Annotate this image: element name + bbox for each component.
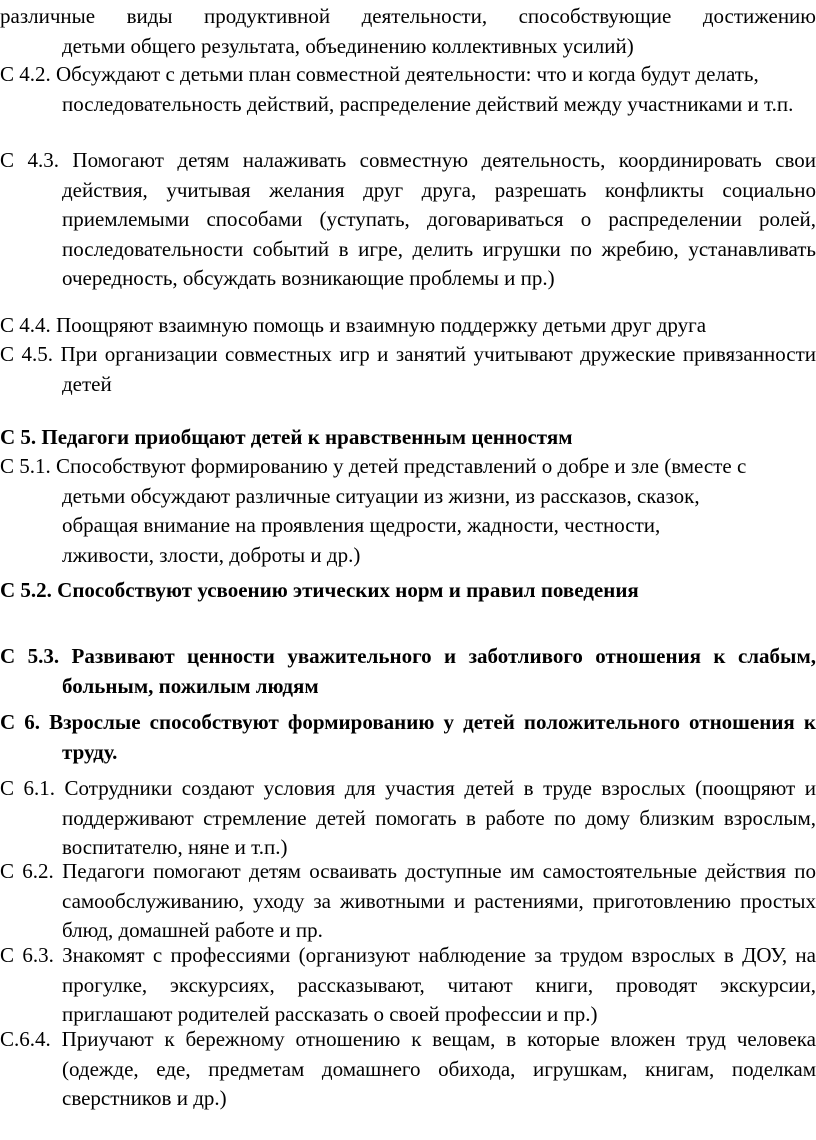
section-heading-c6: С 6. Взрослые способствуют формированию у детей положительного отношения к труду.	[0, 710, 816, 764]
item-c4-2: С 4.2. Обсуждают с детьми план совместной деятельности: что и когда будут делать, последовательность действий, распределение действий между участниками и т.п.	[0, 62, 794, 116]
item-c6-3: С 6.3. Знакомят с профессиями (организуют наблюдение за трудом взрослых в ДОУ, на прогулке, экскурсиях, рассказывают, читают книги, проводят экскурсии, приглашают родителей рассказать о своей профессии и пр.)	[0, 943, 816, 1026]
paragraph-line: различные виды продуктивной деятельности, способствующие достижению	[0, 4, 816, 28]
item-c6-2: С 6.2. Педагоги помогают детям осваивать доступные им самостоятельные действия по самообслуживанию, уходу за животными и растениями, приготовлению простых блюд, домашней работе и пр.	[0, 859, 816, 942]
paragraph-line: детьми общего результата, объединению коллективных усилий)	[62, 33, 634, 58]
item-c5-2: С 5.2. Способствуют усвоению этических норм и правил поведения	[0, 578, 639, 602]
item-c5-3: С 5.3. Развивают ценности уважительного и заботливого отношения к слабым, больным, пожилым людям	[0, 644, 816, 698]
item-c4-3: С 4.3. Помогают детям налаживать совместную деятельность, координировать свои действия, учитывая желания друг друга, разрешать конфликты социально приемлемыми способами (уступать, договариваться о распределении ролей, последовательности событий в игре, делить игрушки по жребию, устанавливать очередность, обсуждать возникающие проблемы и пр.)	[0, 148, 816, 290]
paragraph-intro-continued	[0, 2, 816, 61]
section-heading-c5: С 5. Педагоги приобщают детей к нравственным ценностям	[0, 425, 573, 449]
item-c6-1: С 6.1. Сотрудники создают условия для участия детей в труде взрослых (поощряют и поддерживают стремление детей помогать в работе по дому близким взрослым, воспитателю, няне и т.п.)	[0, 776, 816, 859]
item-c4-5: С 4.5. При организации совместных игр и занятий учитывают дружеские привязанности детей	[0, 342, 816, 396]
item-c6-4: С.6.4. Приучают к бережному отношению к вещам, в которые вложен труд человека (одежде, еде, предметам домашнего обихода, игрушкам, книгам, поделкам сверстников и др.)	[0, 1027, 816, 1110]
item-c4-4: С 4.4. Поощряют взаимную помощь и взаимную поддержку детьми друг друга	[0, 313, 707, 337]
item-c5-1: С 5.1. Способствуют формированию у детей представлений о добре и зле (вместе с детьми обсуждают различные ситуации из жизни, из рассказов, сказок, обращая внимание на проявления щедрости, жадности, честности, лживости, злости, доброты и др.)	[0, 454, 747, 567]
